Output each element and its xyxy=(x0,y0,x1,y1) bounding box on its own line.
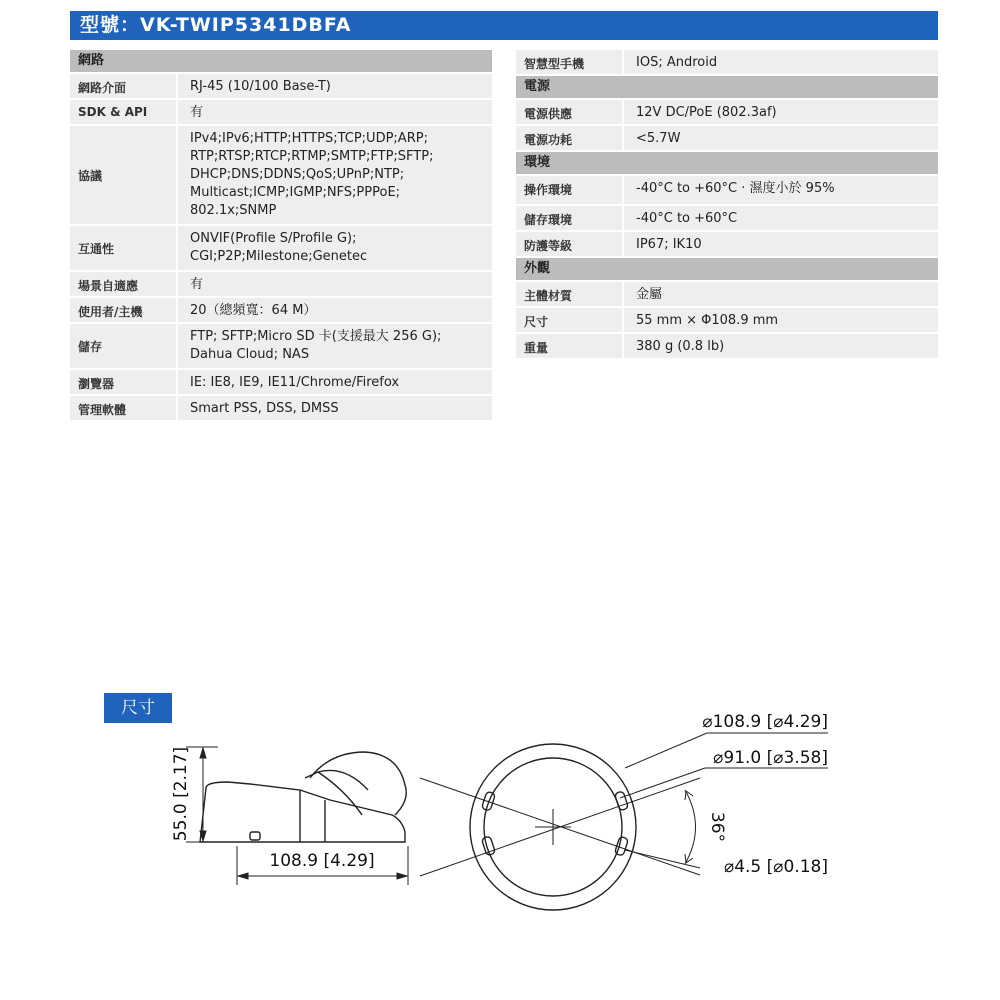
spec-key: 儲存環境 xyxy=(516,206,622,230)
spec-key: 重量 xyxy=(516,334,622,358)
spec-key: 電源功耗 xyxy=(516,126,622,150)
spec-value: 380 g (0.8 lb) xyxy=(624,334,938,358)
side-view xyxy=(200,752,406,842)
spec-key: 場景自適應 xyxy=(70,272,176,296)
spec-value: 12V DC/PoE (802.3af) xyxy=(624,100,938,124)
spec-key: 主體材質 xyxy=(516,282,622,306)
spec-key: 操作環境 xyxy=(516,176,622,204)
outer-diameter-label: ⌀108.9 [⌀4.29] xyxy=(702,712,828,732)
model-title: 型號：VK-TWIP5341DBFA xyxy=(70,11,938,40)
spec-key: 瀏覽器 xyxy=(70,370,176,394)
spec-value: 55 mm × Φ108.9 mm xyxy=(624,308,938,332)
section-header: 網路 xyxy=(70,50,492,72)
width-label: 108.9 [4.29] xyxy=(269,851,375,871)
spec-value: <5.7W xyxy=(624,126,938,150)
spec-key: 儲存 xyxy=(70,324,176,368)
spec-key: 防護等級 xyxy=(516,232,622,256)
camera-base-outline xyxy=(200,782,405,842)
spec-value: ONVIF(Profile S/Profile G); CGI;P2P;Milestone;Genetec xyxy=(178,226,492,270)
inner-diameter-label: ⌀91.0 [⌀3.58] xyxy=(713,748,828,768)
section-header: 環境 xyxy=(516,152,938,174)
spec-value: -40°C to +60°C · 濕度小於 95% xyxy=(624,176,938,204)
spec-value: FTP; SFTP;Micro SD 卡(支援最大 256 G); Dahua Cloud; NAS xyxy=(178,324,492,368)
spec-key: 管理軟體 xyxy=(70,396,176,420)
hole-diameter-label: ⌀4.5 [⌀0.18] xyxy=(723,857,828,877)
spec-key: 協議 xyxy=(70,126,176,224)
spec-key: 互通性 xyxy=(70,226,176,270)
spec-value: 有 xyxy=(178,100,492,124)
spec-key: 網路介面 xyxy=(70,74,176,98)
dimension-section-label: 尺寸 xyxy=(104,693,172,723)
spec-key: 尺寸 xyxy=(516,308,622,332)
angle-label: 36° xyxy=(707,811,727,843)
spec-value: 有 xyxy=(178,272,492,296)
spec-value: IP67; IK10 xyxy=(624,232,938,256)
spec-value: IOS; Android xyxy=(624,50,938,74)
spec-value: 金屬 xyxy=(624,282,938,306)
height-label: 55.0 [2.17] xyxy=(171,746,191,842)
spec-key: SDK & API xyxy=(70,100,176,124)
spec-value: IPv4;IPv6;HTTP;HTTPS;TCP;UDP;ARP; RTP;RTSP;RTCP;RTMP;SMTP;FTP;SFTP; DHCP;DNS;DDNS;QoS;UPnP;NTP; Multicast;ICMP;IGMP;NFS;PPPoE; 802.1x;SNMP xyxy=(178,126,492,224)
spec-value: RJ-45 (10/100 Base-T) xyxy=(178,74,492,98)
spec-value: 20（總頻寬：64 M） xyxy=(178,298,492,322)
connector-port xyxy=(250,832,260,840)
spec-value: Smart PSS, DSS, DMSS xyxy=(178,396,492,420)
mount-hole xyxy=(614,791,628,811)
spec-value: -40°C to +60°C xyxy=(624,206,938,230)
section-header: 電源 xyxy=(516,76,938,98)
section-header: 外觀 xyxy=(516,258,938,280)
spec-key: 智慧型手機 xyxy=(516,50,622,74)
spec-key: 電源供應 xyxy=(516,100,622,124)
spec-key: 使用者/主機 xyxy=(70,298,176,322)
top-view xyxy=(420,744,700,910)
spec-value: IE: IE8, IE9, IE11/Chrome/Firefox xyxy=(178,370,492,394)
